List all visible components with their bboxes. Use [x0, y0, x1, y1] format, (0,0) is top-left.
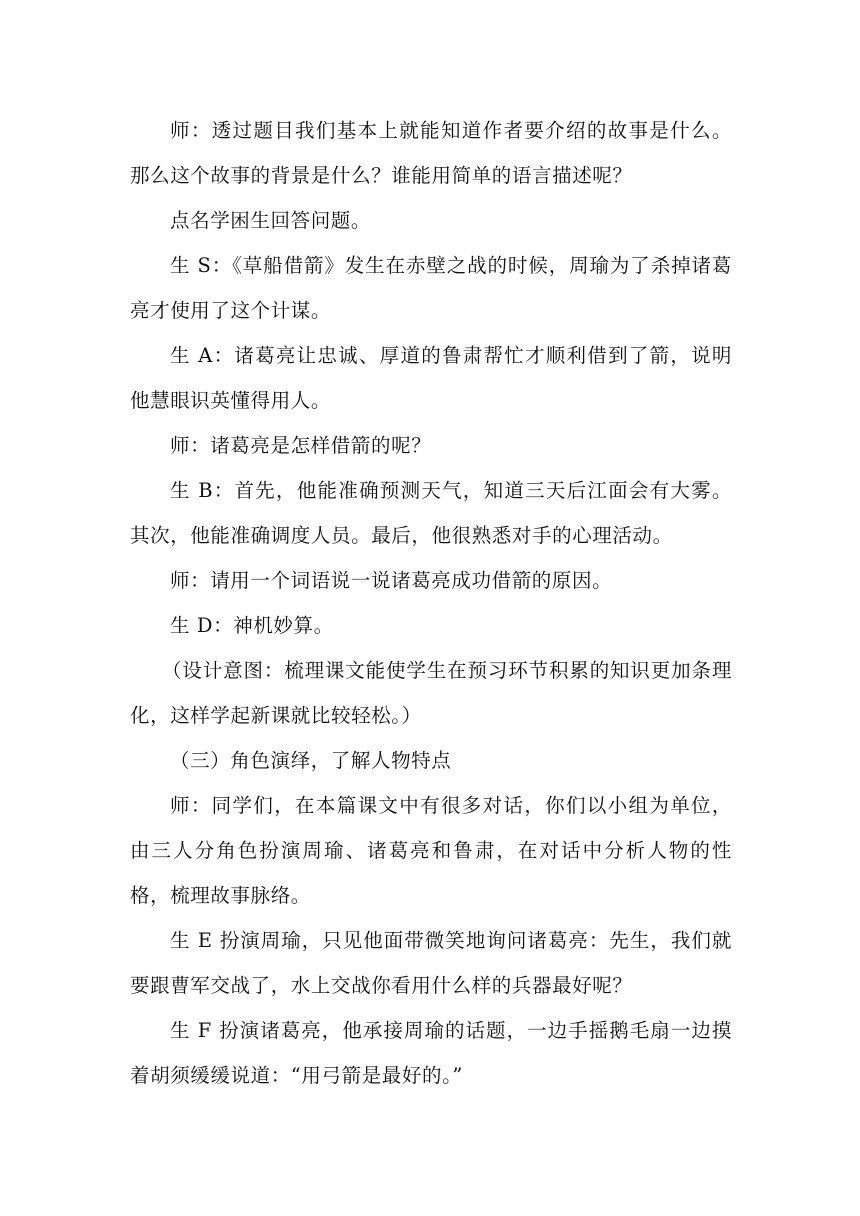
- section-heading-role-play: （三）角色演绎，了解人物特点: [170, 749, 452, 772]
- paragraph-teacher-roleplay: 师：同学们，在本篇课文中有很多对话，你们以小组为单位，由三人分角色扮演周瑜、诸葛亮和鲁肃，在对话中分析人物的性格，梳理故事脉络。: [130, 794, 732, 907]
- paragraph-student-b: 生 B：首先，他能准确预测天气，知道三天后江面会有大雾。其次，他能准确调度人员。最后，他很熟悉对手的心理活动。: [130, 479, 732, 547]
- document-body: [130, 108, 732, 1098]
- paragraph-student-a: 生 A：诸葛亮让忠诚、厚道的鲁肃帮忙才顺利借到了箭，说明他慧眼识英懂得用人。: [130, 344, 732, 412]
- paragraph-teacher-how: 师：诸葛亮是怎样借箭的呢？: [170, 434, 432, 457]
- paragraph-student-d: 生 D：神机妙算。: [170, 614, 334, 637]
- paragraph-student-f: 生 F 扮演诸葛亮，他承接周瑜的话题，一边手摇鹅毛扇一边摸着胡须缓缓说道：“用弓箭是最好的。”: [130, 1019, 732, 1087]
- paragraph-teacher-question: 师：透过题目我们基本上就能知道作者要介绍的故事是什么。那么这个故事的背景是什么？谁能用简单的语言描述呢？: [130, 119, 732, 187]
- paragraph-student-e: 生 E 扮演周瑜，只见他面带微笑地询问诸葛亮：先生，我们就要跟曹军交战了，水上交战你看用什么样的兵器最好呢？: [130, 929, 732, 997]
- paragraph-teacher-word: 师：请用一个词语说一说诸葛亮成功借箭的原因。: [170, 569, 613, 592]
- paragraph-instruction: 点名学困生回答问题。: [170, 209, 372, 232]
- paragraph-design-intent: （设计意图：梳理课文能使学生在预习环节积累的知识更加条理化，这样学起新课就比较轻松。）: [130, 659, 732, 727]
- paragraph-student-s: 生 S：《草船借箭》发生在赤壁之战的时候，周瑜为了杀掉诸葛亮才使用了这个计谋。: [130, 254, 732, 322]
